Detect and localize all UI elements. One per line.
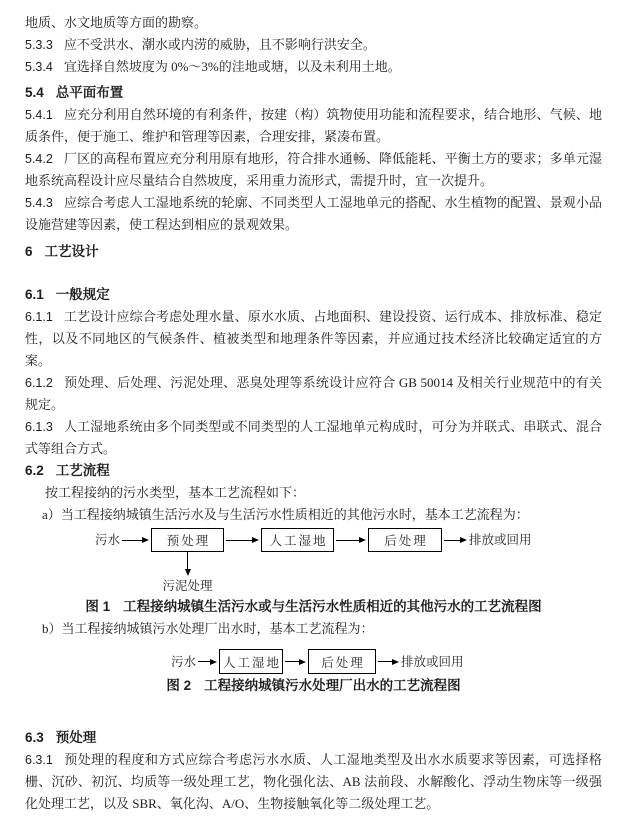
clause-5-3-4 xyxy=(25,56,602,78)
right-arrow-icon xyxy=(336,537,366,543)
clause-number: 6.1.3 xyxy=(25,420,53,434)
clause-number: 6.1.1 xyxy=(25,310,53,324)
flow-source-label: 污水 xyxy=(95,533,121,547)
clause-5-4-2 xyxy=(25,148,602,192)
figure1-flow-row xyxy=(95,528,532,593)
flow-intro-line xyxy=(25,482,602,504)
clause-number: 6.1.2 xyxy=(25,376,53,390)
clause-text: 预处理、后处理、污泥处理、恶臭处理等系统设计应符合 GB 50014 及相关行业规范中的有关规定。 xyxy=(25,375,602,412)
paragraph-text: b）当工程接纳城镇污水处理厂出水时，基本工艺流程为： xyxy=(42,621,374,636)
clause-number: 5.4.3 xyxy=(25,196,53,210)
clause-text: 预处理的程度和方式应综合考虑污水水质、人工湿地类型及出水水质要求等因素，可选择格栅、沉砂、初沉、均质等一级处理工艺，物化强化法、AB 法前段、水解酸化、浮动生物床等一级强化处理工艺，以及 SBR、氧化沟、A/O、生物接触氧化等二级处理工艺。 xyxy=(25,752,602,811)
clause-6-1-2 xyxy=(25,372,602,416)
branch-label: 污泥处理 xyxy=(162,579,213,593)
clause-number: 6.3.1 xyxy=(25,753,53,767)
heading-title: 总平面布置 xyxy=(55,85,124,100)
heading-6-3 xyxy=(25,727,602,749)
right-arrow-icon xyxy=(444,537,467,543)
right-arrow-icon xyxy=(198,659,217,665)
flow-output-label: 排放或回用 xyxy=(401,654,464,669)
clause-text: 应充分利用自然环境的有利条件，按建（构）筑物使用功能和流程要求，结合地形、气候、地质条件，便于施工、维护和管理等因素，合理安排，紧凑布置。 xyxy=(25,107,602,144)
figure-caption-number: 图 1 xyxy=(85,599,111,614)
right-arrow-icon xyxy=(226,537,259,543)
clause-text: 应不受洪水、潮水或内涝的威胁，且不影响行洪安全。 xyxy=(63,37,376,52)
heading-6-2 xyxy=(25,460,602,482)
figure2-flow-row xyxy=(171,649,464,674)
flow-box-pretreatment: 预处理 xyxy=(151,528,224,552)
paragraph-text: 按工程接纳的污水类型，基本工艺流程如下： xyxy=(45,485,306,500)
flow-box-wetland: 人工湿地 xyxy=(219,649,283,674)
down-arrow-icon xyxy=(187,552,188,569)
heading-title: 工艺设计 xyxy=(44,244,99,259)
heading-title: 一般规定 xyxy=(55,287,110,302)
flow-step-wrapper xyxy=(151,528,224,593)
figure-caption-text: 工程接纳城镇生活污水或与生活污水性质相近的其他污水的工艺流程图 xyxy=(123,599,542,614)
clause-text: 工艺设计应综合考虑处理水量、原水水质、占地面积、建设投资、运行成本、排放标准、稳定性，以及不同地区的气候条件、植被类型和地理条件等因素，并应通过技术经济比较确定适宜的方案。 xyxy=(25,309,602,368)
clause-5-3-3 xyxy=(25,34,602,56)
figure2-flow-diagram xyxy=(25,649,602,675)
flow-box-wetland: 人工湿地 xyxy=(261,528,334,552)
figure1-caption xyxy=(25,596,602,618)
heading-number: 6.1 xyxy=(25,287,44,302)
clause-number: 5.3.4 xyxy=(25,60,53,74)
heading-number: 6.2 xyxy=(25,463,44,478)
clause-text: 人工湿地系统由多个同类型或不同类型的人工湿地单元构成时，可分为并联式、串联式、混合式等组合方式。 xyxy=(25,419,602,456)
clause-number: 5.4.2 xyxy=(25,152,53,166)
right-arrow-icon xyxy=(378,659,399,665)
clause-5-4-3 xyxy=(25,192,602,236)
list-item-b xyxy=(25,618,602,640)
clause-text: 宜选择自然坡度为 0%～3%的洼地或塘，以及未利用土地。 xyxy=(63,59,401,74)
figure1-flow-diagram xyxy=(25,528,602,596)
clause-6-1-1 xyxy=(25,306,602,372)
heading-title: 预处理 xyxy=(55,730,97,745)
clause-text: 厂区的高程布置应充分利用原有地形，符合排水通畅、降低能耗、平衡土方的要求；多单元湿地系统高程设计应尽量结合自然坡度，采用重力流形式，需提升时，宜一次提升。 xyxy=(25,151,602,188)
figure2-caption xyxy=(25,675,602,697)
heading-6 xyxy=(25,241,602,263)
clause-number: 5.3.3 xyxy=(25,38,53,52)
clause-number: 5.4.1 xyxy=(25,108,53,122)
figure-caption-number: 图 2 xyxy=(166,678,192,693)
flow-box-posttreatment: 后处理 xyxy=(308,649,376,674)
flow-box-posttreatment: 后处理 xyxy=(368,528,442,552)
paragraph-text: a）当工程接纳城镇生活污水及与生活污水性质相近的其他污水时，基本工艺流程为： xyxy=(42,507,529,522)
heading-number: 5.4 xyxy=(25,85,44,100)
heading-5-4 xyxy=(25,82,602,104)
heading-title: 工艺流程 xyxy=(55,463,110,478)
paragraph-continuation xyxy=(25,12,602,34)
sludge-branch xyxy=(163,552,213,593)
list-item-a xyxy=(25,504,602,526)
clause-6-3-1 xyxy=(25,749,602,815)
clause-6-1-3 xyxy=(25,416,602,460)
flow-output-label: 排放或回用 xyxy=(469,533,532,547)
heading-6-1 xyxy=(25,284,602,306)
clause-text: 应综合考虑人工湿地系统的轮廓、不同类型人工湿地单元的搭配、水生植物的配置、景观小品设施营建等因素，使工程达到相应的景观效果。 xyxy=(25,195,602,232)
clause-5-4-1 xyxy=(25,104,602,148)
figure-caption-text: 工程接纳城镇污水处理厂出水的工艺流程图 xyxy=(204,678,461,693)
heading-number: 6 xyxy=(25,244,33,259)
down-arrowhead-icon xyxy=(185,569,191,576)
paragraph-text: 地质、水文地质等方面的勘察。 xyxy=(25,15,208,30)
flow-source-label: 污水 xyxy=(171,654,197,669)
right-arrow-icon xyxy=(285,659,306,665)
heading-number: 6.3 xyxy=(25,730,44,745)
right-arrow-icon xyxy=(122,537,149,543)
